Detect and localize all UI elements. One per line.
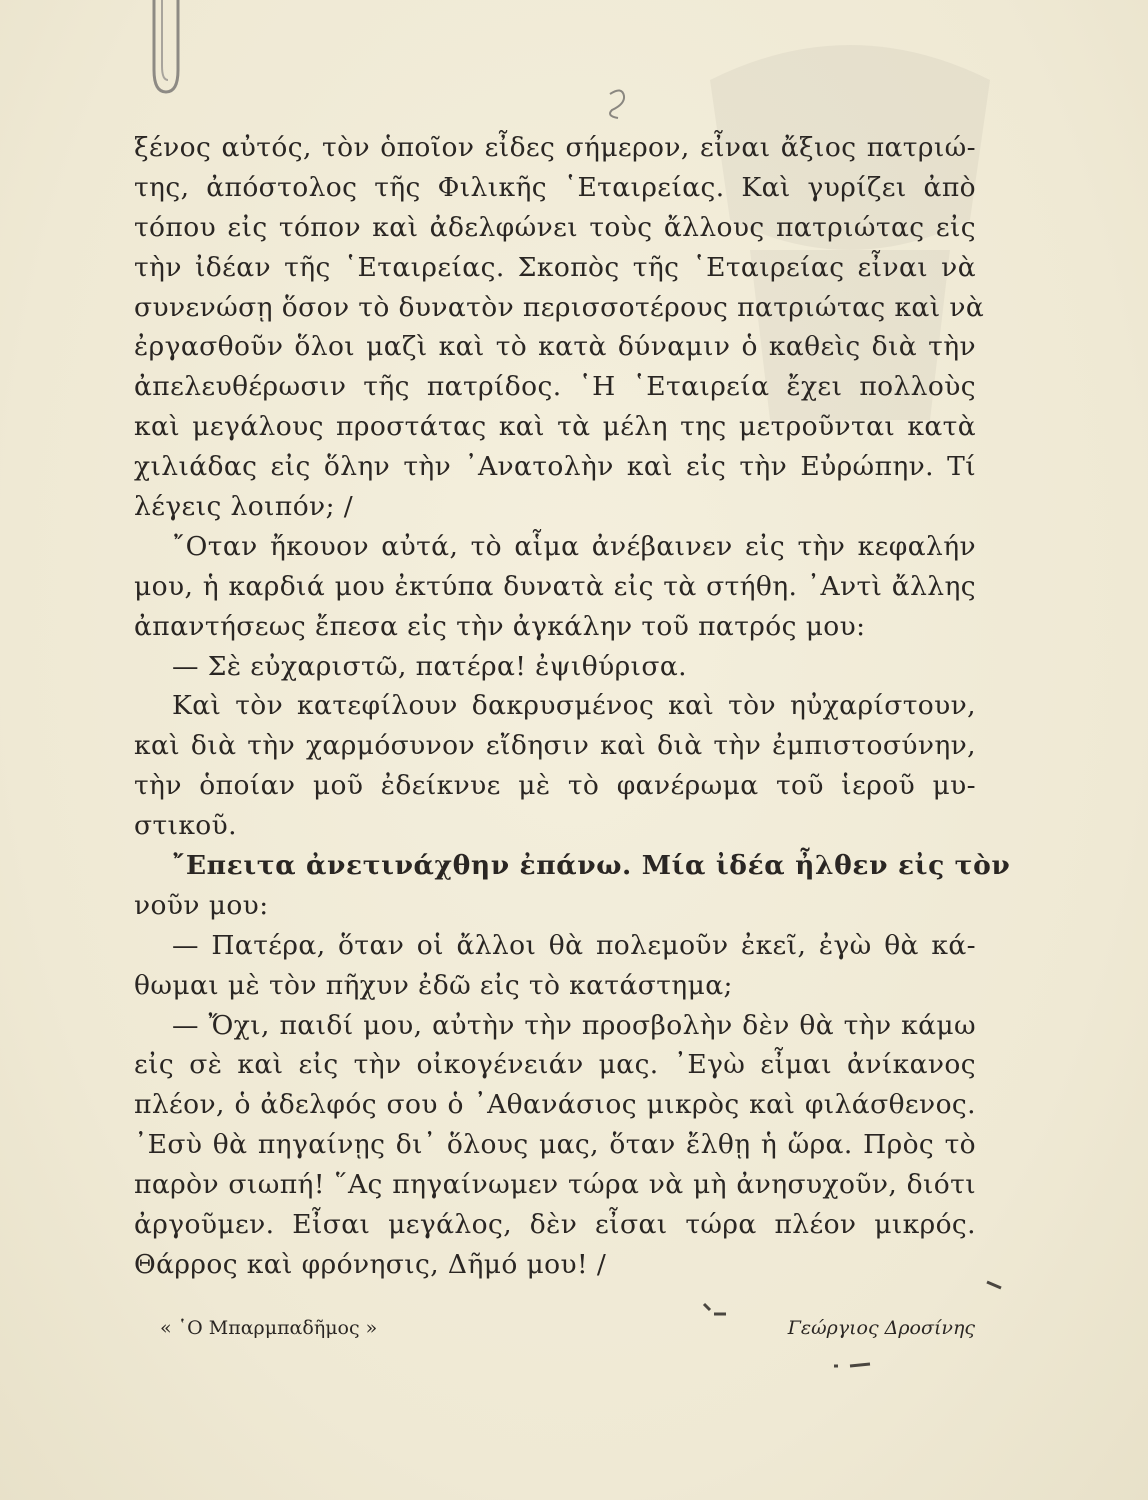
text-line: τὴν ὁποίαν μοῦ ἐδείκνυε μὲ τὸ φανέρωμα τοῦ ἱεροῦ μυ- xyxy=(134,770,976,802)
text-line: ἀπελευθέρωσιν τῆς πατρίδος. ῾Η ῾Εταιρεία ἔχει πολλοὺς xyxy=(134,371,976,403)
ink-speck-mark xyxy=(985,1278,1005,1292)
text-line: ἀργοῦμεν. Εἶσαι μεγάλος, δὲν εἶσαι τώρα πλέον μικρός. xyxy=(134,1209,976,1241)
source-attribution xyxy=(160,1313,975,1343)
text-line: νοῦν μου: xyxy=(134,889,269,921)
text-line: συνενώσῃ ὅσον τὸ δυνατὸν περισσοτέρους πατριώτας καὶ νὰ xyxy=(134,291,985,323)
text-line: παρὸν σιωπή! ῞Ας πηγαίνωμεν τώρα νὰ μὴ ἀνησυχοῦν, διότι xyxy=(134,1169,976,1201)
text-line: της, ἀπόστολος τῆς Φιλικῆς ῾Εταιρείας. Καὶ γυρίζει ἀπὸ xyxy=(134,171,976,203)
text-line: Καὶ τὸν κατεφίλουν δακρυσμένος καὶ τὸν ηὐχαρίστουν, xyxy=(172,690,976,722)
text-line: ἀπαντήσεως ἔπεσα εἰς τὴν ἀγκάλην τοῦ πατρός μου: xyxy=(134,610,866,642)
text-line: Θάρρος καὶ φρόνησις, Δῆμό μου! / xyxy=(134,1248,607,1280)
text-line: μου, ἡ καρδιά μου ἐκτύπα δυνατὰ εἰς τὰ στήθη. ᾿Αντὶ ἄλλης xyxy=(134,570,976,602)
text-line: — Ὄχι, παιδί μου, αὐτὴν τὴν προσβολὴν δὲν θὰ τὴν κάμω xyxy=(172,1009,976,1041)
text-line: λέγεις λοιπόν; / xyxy=(134,491,354,523)
source-title: « ῾Ο Μπαρμπαδῆμος » xyxy=(160,1317,378,1339)
text-line: καὶ διὰ τὴν χαρμόσυνον εἴδησιν καὶ διὰ τὴν ἐμπιστοσύνην, xyxy=(134,730,976,762)
text-line: ᾿Εσὺ θὰ πηγαίνῃς δι᾿ ὅλους μας, ὅταν ἔλθῃ ἡ ὥρα. Πρὸς τὸ xyxy=(134,1129,976,1161)
text-line: χιλιάδας εἰς ὅλην τὴν ᾿Ανατολὴν καὶ εἰς τὴν Εὐρώπην. Τί xyxy=(134,451,976,483)
text-line: ῎Επειτα ἀνετινάχθην ἐπάνω. Μία ἰδέα ἦλθεν εἰς τὸν xyxy=(172,850,1011,882)
text-line: καὶ μεγάλους προστάτας καὶ τὰ μέλη της μετροῦνται κατὰ xyxy=(134,411,976,443)
pencil-page-number-mark xyxy=(604,88,634,122)
ink-speck-mark xyxy=(830,1358,880,1374)
text-line: εἰς σὲ καὶ εἰς τὴν οἰκογένειάν μας. ᾿Εγὼ εἶμαι ἀνίκανος xyxy=(134,1049,976,1081)
text-line: τόπου εἰς τόπον καὶ ἀδελφώνει τοὺς ἄλλους πατριώτας εἰς xyxy=(134,211,976,243)
text-line: ῎Οταν ἤκουον αὐτά, τὸ αἷμα ἀνέβαινεν εἰς τὴν κεφαλήν xyxy=(172,530,976,562)
author-name: Γεώργιος Δροσίνης xyxy=(787,1317,975,1339)
text-line: τὴν ἰδέαν τῆς ῾Εταιρείας. Σκοπὸς τῆς ῾Εταιρείας εἶναι νὰ xyxy=(134,251,976,283)
text-line: ἐργασθοῦν ὅλοι μαζὶ καὶ τὸ κατὰ δύναμιν ὁ καθεὶς διὰ τὴν xyxy=(134,331,976,363)
ink-speck-mark xyxy=(700,1300,730,1320)
text-line: — Σὲ εὐχαριστῶ, πατέρα! ἐψιθύρισα. xyxy=(172,650,687,682)
text-line: θωμαι μὲ τὸν πῆχυν ἐδῶ εἰς τὸ κατάστημα; xyxy=(134,969,733,1001)
body-text xyxy=(134,128,1011,1285)
paperclip-mark-icon xyxy=(140,0,190,100)
text-line: ξένος αὐτός, τὸν ὁποῖον εἶδες σήμερον, εἶναι ἄξιος πατριώ- xyxy=(134,132,976,163)
text-line: — Πατέρα, ὅταν οἱ ἄλλοι θὰ πολεμοῦν ἐκεῖ, ἐγὼ θὰ κά- xyxy=(172,929,976,961)
text-line: πλέον, ὁ ἀδελφός σου ὁ ᾿Αθανάσιος μικρὸς καὶ φιλάσθενος. xyxy=(134,1089,976,1121)
text-line: στικοῦ. xyxy=(134,810,237,842)
